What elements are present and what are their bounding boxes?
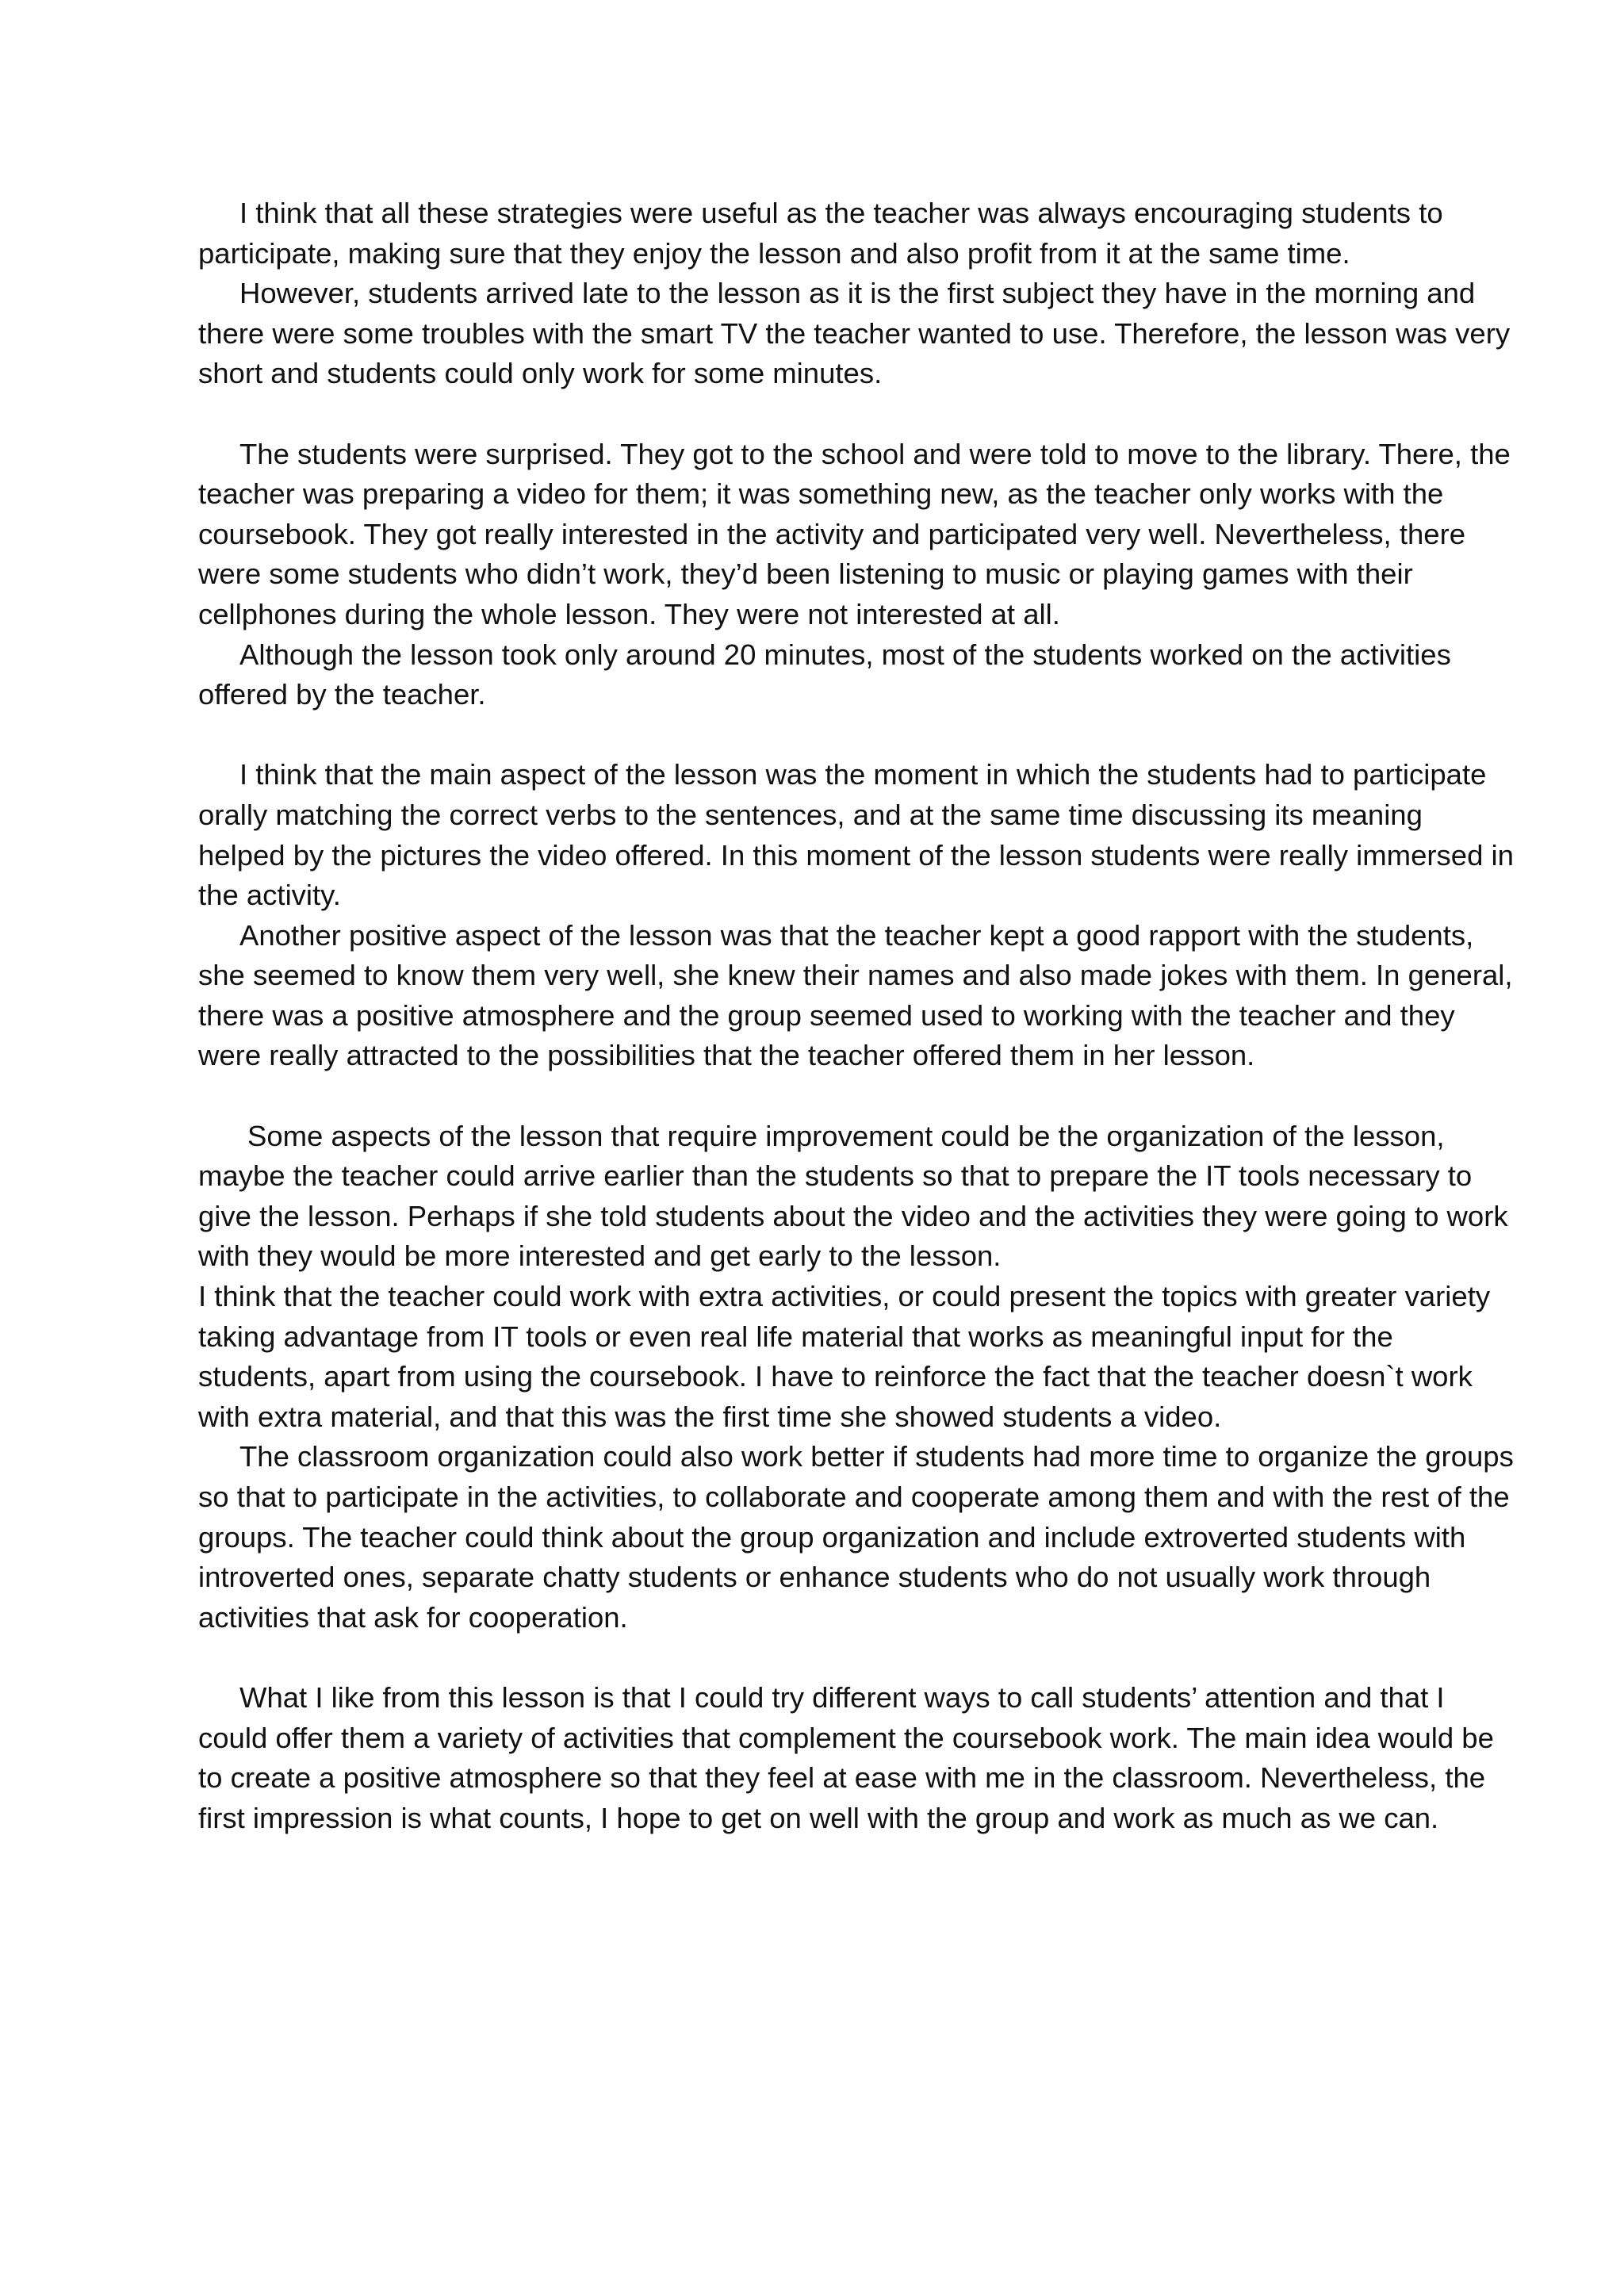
paragraph-what-i-like: What I like from this lesson is that I could try different ways to call students’ attention and that I could offer them a variety of activities that complement the coursebook work. The main idea would be to create a positive atmosphere so that they feel at ease with me in the classroom. Nevertheless, the first impression is what counts, I hope to get on well with the group and work as much as we can.: [198, 1680, 1494, 1834]
paragraph-positive-aspect: Another positive aspect of the lesson was that the teacher kept a good rapport with the students, she seemed to know them very well, she knew their names and also made jokes with them. In general, there was a positive atmosphere and the group seemed used to working with the teacher and they were really attracted to the possibilities that the teacher offered them in her lesson.: [198, 918, 1513, 1072]
paragraph-spacer: [198, 1076, 1515, 1117]
paragraph-lesson-duration: Although the lesson took only around 20 minutes, most of the students worked on the activities offered by the teacher.: [198, 638, 1451, 711]
paragraph-students-arrived-late: However, students arrived late to the lesson as it is the first subject they have in the morning and there were some troubles with the smart TV the teacher wanted to use. Therefore, the lesson was very short and students could only work for some minutes.: [198, 277, 1511, 390]
paragraph-students-surprised: The students were surprised. They got to the school and were told to move to the library. There, the teacher was preparing a video for them; it was something new, as the teacher only works with the coursebook. They got really interested in the activity and participated very well. Nevertheless, there were some students who didn’t work, they’d been listening to music or playing games with their cellphones during the whole lesson. They were not interested at all.: [198, 437, 1511, 630]
document-body: [198, 193, 1515, 1838]
paragraph-spacer: [198, 394, 1515, 435]
paragraph-spacer: [198, 715, 1515, 756]
paragraph-spacer: [198, 1638, 1515, 1678]
paragraph-improvement-aspects: Some aspects of the lesson that require improvement could be the organization of the lesson, maybe the teacher could arrive earlier than the students so that to prepare the IT tools necessary to give the lesson. Perhaps if she told students about the video and the activities they were going to work with they would be more interested and get early to the lesson.: [198, 1119, 1508, 1273]
paragraph-classroom-organization: The classroom organization could also work better if students had more time to organize the groups so that to participate in the activities, to collaborate and cooperate among them and with the rest of the groups. The teacher could think about the group organization and include extroverted students with introverted ones, separate chatty students or enhance students who do not usually work through activities that ask for cooperation.: [198, 1440, 1514, 1634]
paragraph-strategies-useful: I think that all these strategies were useful as the teacher was always encouraging students to participate, making sure that they enjoy the lesson and also profit from it at the same time.: [198, 197, 1443, 270]
paragraph-main-aspect: I think that the main aspect of the lesson was the moment in which the students had to participate orally matching the correct verbs to the sentences, and at the same time discussing its meaning helped by the pictures the video offered. In this moment of the lesson students were really immersed in the activity.: [198, 758, 1514, 912]
paragraph-extra-activities: I think that the teacher could work with extra activities, or could present the topics with greater variety taking advantage from IT tools or even real life material that works as meaningful input for the students, apart from using the coursebook. I have to reinforce the fact that the teacher doesn`t work with extra material, and that this was the first time she showed students a video.: [198, 1280, 1491, 1433]
